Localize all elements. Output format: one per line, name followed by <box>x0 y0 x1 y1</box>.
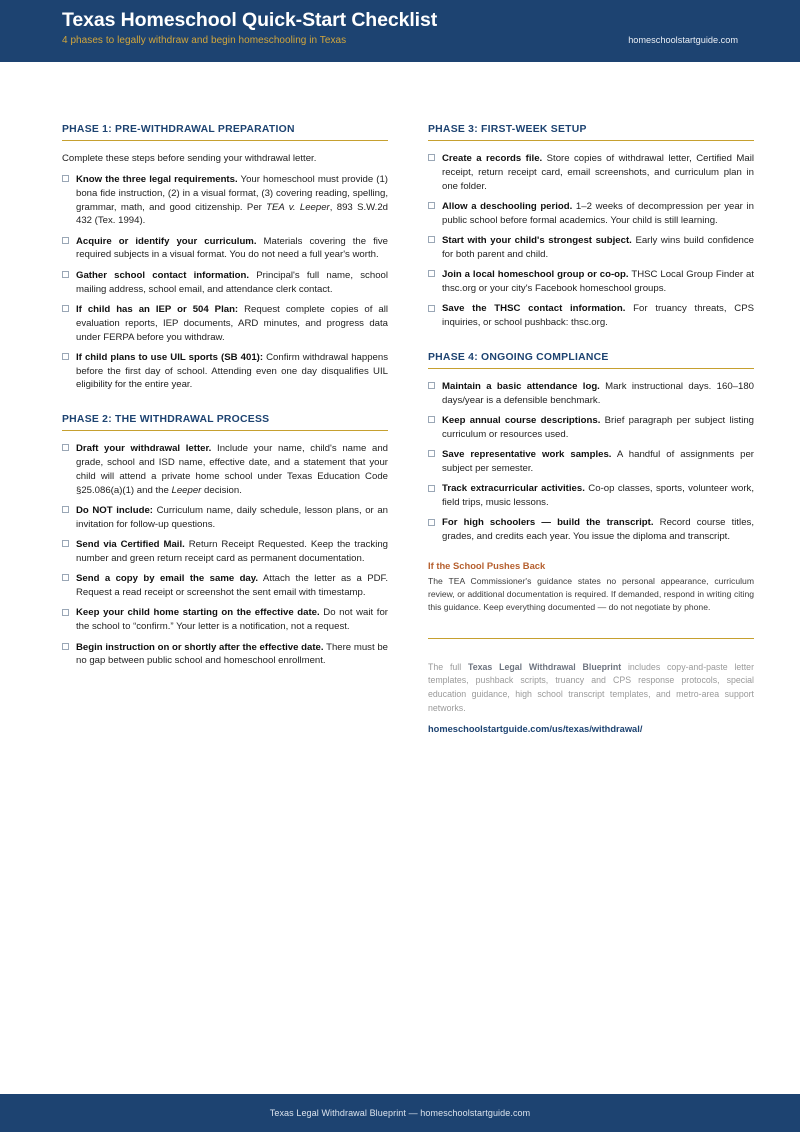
checklist-item-detail: A handful of assignments per subject per semester. <box>442 449 754 474</box>
checklist-item[interactable] <box>62 351 388 392</box>
checklist-item[interactable] <box>428 414 754 442</box>
checklist-item-lead: Do NOT include: <box>76 505 153 517</box>
checkbox-icon[interactable] <box>62 237 69 244</box>
checklist-item-lead: If child plans to use UIL sports (SB 401): <box>76 351 264 363</box>
promo-link[interactable]: homeschoolstartguide.com/us/texas/withdrawal/ <box>428 724 643 735</box>
checklist-item[interactable] <box>428 234 754 262</box>
checklist-item-detail: Return Receipt Requested. Keep the tracking number and green return receipt card as permanent documentation. <box>76 539 388 564</box>
checklist-item-lead: Allow a deschooling period. <box>442 200 573 212</box>
checklist-item-detail: Attach the letter as a PDF. Request a read receipt or screenshot the sent email with timestamp. <box>76 573 388 599</box>
phase-4-checklist <box>428 380 754 544</box>
page-subtitle: 4 phases to legally withdraw and begin homeschooling in Texas <box>62 35 347 47</box>
checklist-item[interactable] <box>62 572 388 600</box>
promo-text-after: includes copy-and-paste letter templates, pushback scripts, truancy and CPS response protocols, special education guidance, high school transcript templates, and metro-area support networks. <box>428 661 755 713</box>
checklist-item-lead: Send a copy by email the same day. <box>76 573 259 585</box>
checkbox-icon[interactable] <box>428 236 435 243</box>
footer-text: Texas Legal Withdrawal Blueprint — homeschoolstartguide.com <box>269 1108 531 1118</box>
checklist-item-lead: Send via Certified Mail. <box>76 539 185 551</box>
page-title: Texas Homeschool Quick-Start Checklist <box>62 9 438 31</box>
checklist-item-detail: Confirm withdrawal happens before the first day of school. Attending even one day disqualifies UIL eligibility for the entire year. <box>76 351 388 391</box>
checklist-item[interactable] <box>62 303 388 344</box>
checklist-item-lead: Create a records file. <box>442 153 543 164</box>
checkbox-icon[interactable] <box>62 175 69 182</box>
checklist-item-lead: Save representative work samples. <box>442 449 612 461</box>
phase-3-heading: PHASE 3: FIRST-WEEK SETUP <box>428 124 754 141</box>
checklist-item-lead: Gather school contact information. <box>76 269 250 281</box>
phase-1-heading: PHASE 1: PRE-WITHDRAWAL PREPARATION <box>62 124 388 141</box>
checklist-item-detail: Co-op classes, sports, volunteer work, field trips, music lessons. <box>442 483 755 509</box>
checklist-item[interactable] <box>428 380 754 408</box>
checklist-item-detail: Do not wait for the school to “confirm.” Your letter is a notification, not a request. <box>76 607 388 633</box>
checklist-item[interactable] <box>428 200 754 228</box>
checklist-item-detail: Mark instructional days. 160–180 days/year is a defensible benchmark. <box>442 380 754 406</box>
checklist-item[interactable] <box>62 442 388 497</box>
checklist-item[interactable] <box>428 152 754 193</box>
checklist-item-detail: Include your name, child's name and grade, school and ISD name, effective date, and a statement that your child will attend a private home school under Texas Education Code §25.086(a)(1) and the <box>76 443 388 496</box>
checkbox-icon[interactable] <box>428 450 435 457</box>
phase-2-heading: PHASE 2: THE WITHDRAWAL PROCESS <box>62 414 388 431</box>
pushback-callout-heading: If the School Pushes Back <box>428 560 546 572</box>
phase-1-checklist <box>62 173 388 392</box>
phase-2-checklist <box>62 442 388 668</box>
checkbox-icon[interactable] <box>62 609 69 616</box>
phase-2-block <box>62 414 388 668</box>
checkbox-icon[interactable] <box>62 574 69 581</box>
checklist-item-detail: Early wins build confidence for both parent and child. <box>442 235 754 260</box>
two-column-layout <box>62 62 755 735</box>
checklist-item-detail-tail: decision. <box>201 484 242 496</box>
pushback-callout-body: The TEA Commissioner's guidance states no personal appearance, curriculum review, or additional documentation is required. If demanded, respond in writing citing this guidance. Keep everything documented — do not negotiate by phone. <box>428 576 754 612</box>
checklist-item[interactable] <box>428 448 754 476</box>
checklist-item-detail: Record course titles, grades, and credits each year. You issue the diploma and transcript. <box>442 517 754 543</box>
phase-4-block <box>428 352 754 544</box>
page-body <box>0 62 800 734</box>
page-header <box>0 0 800 62</box>
header-site-url: homeschoolstartguide.com <box>628 35 738 45</box>
checklist-item-lead: Save the THSC contact information. <box>442 303 626 315</box>
checklist-item-citation: Leeper <box>171 484 202 496</box>
checklist-item[interactable] <box>62 173 388 228</box>
checkbox-icon[interactable] <box>428 154 435 161</box>
checklist-item-detail-tail: , 893 S.W.2d 432 (Tex. 1994). <box>76 201 388 227</box>
checklist-item[interactable] <box>428 302 754 330</box>
checkbox-icon[interactable] <box>428 202 435 209</box>
checklist-item[interactable] <box>62 235 388 263</box>
pushback-callout <box>428 560 754 614</box>
checkbox-icon[interactable] <box>428 416 435 423</box>
checklist-item[interactable] <box>428 268 754 296</box>
checklist-item-detail: 1–2 weeks of decompression per year in public school before formal academics. Your child is still learning. <box>442 200 754 226</box>
checklist-item-lead: Acquire or identify your curriculum. <box>76 235 257 247</box>
checklist-item-lead: Know the three legal requirements. <box>76 173 238 185</box>
promo-divider <box>428 638 754 639</box>
promo-paragraph <box>428 661 754 716</box>
checkbox-icon[interactable] <box>62 444 69 451</box>
promo-product-name: Texas Legal Withdrawal Blueprint <box>468 661 622 672</box>
checklist-item-detail: Brief paragraph per subject listing curriculum or resources used. <box>442 415 754 440</box>
checklist-item[interactable] <box>428 482 754 510</box>
phase-1-intro: Complete these steps before sending your withdrawal letter. <box>62 153 317 164</box>
checklist-item[interactable] <box>62 641 388 669</box>
checklist-item[interactable] <box>62 269 388 297</box>
checkbox-icon[interactable] <box>428 382 435 389</box>
checklist-item-lead: Join a local homeschool group or co-op. <box>442 269 629 281</box>
checklist-item-lead: Begin instruction on or shortly after the effective date. <box>76 641 324 653</box>
checklist-item-detail: Principal's full name, school mailing address, school email, and attendance clerk contact. <box>76 269 388 295</box>
checklist-item-detail: THSC Local Group Finder at thsc.org or your city's Facebook homeschool groups. <box>442 269 754 294</box>
left-column <box>62 124 388 668</box>
checklist-item[interactable] <box>62 538 388 566</box>
phase-3-block <box>428 124 754 330</box>
checkbox-icon[interactable] <box>62 271 69 278</box>
promo-text-before: The full <box>428 661 469 672</box>
checkbox-icon[interactable] <box>428 485 435 492</box>
checkbox-icon[interactable] <box>428 270 435 277</box>
checkbox-icon[interactable] <box>62 643 69 650</box>
checklist-item-lead: Start with your child's strongest subject. <box>442 235 632 247</box>
checkbox-icon[interactable] <box>62 305 69 312</box>
checkbox-icon[interactable] <box>62 506 69 513</box>
checkbox-icon[interactable] <box>428 305 435 312</box>
checklist-item-detail: Request complete copies of all evaluation reports, IEP documents, ARD minutes, and progress data under FERPA before you withdraw. <box>76 303 388 343</box>
checklist-item-detail: Materials covering the five required subjects in a visual format. You do not need a full year's worth. <box>76 235 389 261</box>
checklist-item-detail: Store copies of withdrawal letter, Certified Mail receipt, return receipt card, email screenshots, and curriculum plan in one folder. <box>442 153 754 192</box>
checklist-item-lead: If child has an IEP or 504 Plan: <box>76 303 239 315</box>
checklist-item-detail: For truancy threats, CPS inquiries, or school pushback: thsc.org. <box>442 303 754 329</box>
checklist-item-detail: Curriculum name, daily schedule, lesson plans, or an invitation for follow-up questions. <box>76 505 388 530</box>
phase-1-block <box>62 124 388 392</box>
checklist-item-detail: There must be no gap between public school and homeschool enrollment. <box>76 641 388 667</box>
checklist-item-lead: For high schoolers — build the transcript. <box>442 517 654 529</box>
checklist-item[interactable] <box>62 606 388 634</box>
checkbox-icon[interactable] <box>62 353 69 360</box>
checklist-item[interactable] <box>428 516 754 544</box>
phase-3-checklist <box>428 152 754 330</box>
checklist-item[interactable] <box>62 504 388 532</box>
checklist-item-lead: Draft your withdrawal letter. <box>76 443 212 455</box>
checklist-item-lead: Keep annual course descriptions. <box>442 415 601 427</box>
checklist-item-lead: Track extracurricular activities. <box>442 483 585 495</box>
checkbox-icon[interactable] <box>62 540 69 547</box>
checkbox-icon[interactable] <box>428 519 435 526</box>
page-footer <box>0 1094 800 1132</box>
checklist-item-citation: TEA v. Leeper <box>266 201 330 213</box>
phase-4-heading: PHASE 4: ONGOING COMPLIANCE <box>428 352 754 369</box>
checklist-item-lead: Maintain a basic attendance log. <box>442 380 600 392</box>
right-column <box>428 124 754 734</box>
checklist-item-lead: Keep your child home starting on the effective date. <box>76 607 320 619</box>
checklist-item-detail: Your homeschool must provide (1) bona fide instruction, (2) in a visual format, (3) covering reading, spelling, grammar, math, and good citizenship. Per <box>76 173 389 213</box>
